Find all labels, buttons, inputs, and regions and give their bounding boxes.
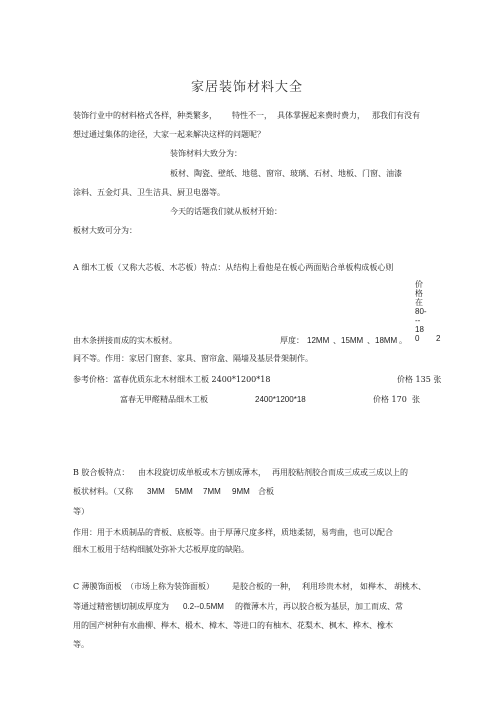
- price-col-2: 在: [415, 298, 423, 307]
- edge-char: 2: [436, 334, 441, 343]
- price-col-0: 价: [415, 280, 423, 289]
- intro-line4: 板材、陶瓷、壁纸、地毯、窗帘、玻璃、石材、地板、门窗、油漆: [170, 169, 402, 178]
- intro-line1-b: 特性不一，: [232, 111, 272, 120]
- price-col-4: --: [415, 316, 421, 325]
- section-a-line2-b: 厚度：: [280, 336, 304, 345]
- section-c-line2-c: 的微薄木片，再以胶合板为基层，加工而成、常: [235, 602, 403, 611]
- intro-line1-a: 装饰行业中的材料格式各样，种类繁多，: [73, 111, 217, 120]
- section-c-line1-d: 利用珍贵木材，: [302, 582, 358, 591]
- section-b-line1-b: 由木段旋切成单板或木方刨成薄木，: [138, 468, 266, 477]
- price-col-6: 0: [415, 334, 420, 343]
- price-vertical-column: [415, 280, 427, 343]
- section-c-line1-b: （市场上称为装饰面板）: [126, 582, 214, 591]
- section-a-line2-f: 。: [399, 336, 407, 345]
- section-b-line2-e: 9MM: [232, 487, 250, 496]
- intro-line3: 装饰材料大致分为：: [170, 149, 242, 158]
- section-c-line3: 用的国产树种有水曲柳、榉木、椴木、樟木、等进口的有柚木、花梨木、枫木、桦木、橡木: [73, 621, 393, 630]
- section-b-line2-a: 板状材料。（又称: [73, 487, 133, 496]
- section-b-line5: 细木工板用于结构细腻处弥补大芯板厚度的缺陷。: [73, 545, 249, 554]
- section-a-line1: A 细木工板（又称大芯板、木芯板）特点：从结构上看他是在板心两面贴合单板构成板心则: [73, 263, 394, 272]
- section-b-line1-a: B 胶合板特点：: [73, 468, 130, 477]
- section-b-line2-b: 3MM: [147, 487, 165, 496]
- section-a-line2-a: 由木条拼接而成的实木板材。: [73, 336, 177, 345]
- section-c-line1-f: 胡桃木、: [394, 582, 426, 591]
- intro-line1-c: 具体掌握起来费时费力，: [277, 111, 365, 120]
- section-a-line2-e: 、18MM: [367, 336, 398, 345]
- section-c-line1-a: C 薄膜饰面板: [73, 582, 122, 591]
- section-a-line4-b: 价格 135 张: [397, 375, 442, 384]
- section-c-line2-a: 等通过精密刨切制成厚度为: [73, 602, 169, 611]
- price-col-3: 80-: [415, 307, 427, 316]
- section-b-line2-d: 7MM: [203, 487, 221, 496]
- section-c-line1-c: 是胶合板的一种，: [232, 582, 296, 591]
- section-c-line4: 等。: [73, 640, 89, 649]
- price-col-5: 18: [415, 325, 424, 334]
- intro-line2: 想过通过集体的途径，大家一起来解决这样的问题呢？: [73, 130, 265, 139]
- section-a-line4-a: 参考价格：富春优质东北木材细木工板 2400*1200*18: [73, 375, 271, 384]
- intro-line5: 涂料、五金灯具、卫生洁具、厨卫电器等。: [73, 188, 225, 197]
- section-c-line1-e: 如榉木、: [360, 582, 392, 591]
- section-a-line5-d: 张: [412, 395, 420, 404]
- section-b-line3: 等）: [73, 507, 89, 516]
- section-a-line3: 间不等。作用：家居门窗套、家具、窗帘盒、隔墙及基层骨架制作。: [73, 354, 313, 363]
- section-b-line2-f: 合板: [258, 487, 274, 496]
- page-title: 家居装饰材料大全: [191, 80, 304, 95]
- intro-line1-d: 那我们有没有: [372, 111, 420, 120]
- section-c-line2-b: 0.2--0.5MM: [183, 602, 224, 611]
- section-b-line4: 作用：用于木质制品的背板、底板等。由于厚薄尺度多样，质地柔韧，易弯曲，也可以配合: [73, 528, 393, 537]
- section-a-line5-c: 价格 170: [373, 395, 407, 404]
- section-b-line2-c: 5MM: [175, 487, 193, 496]
- intro-line7: 板材大致可分为：: [73, 226, 137, 235]
- intro-line6: 今天的话题我们就从板材开始：: [170, 207, 282, 216]
- section-b-line1-c: 再用胶粘剂胶合而成三成或三成以上的: [272, 468, 408, 477]
- section-a-line5-a: 富春无甲醛精品细木工板: [120, 395, 208, 404]
- price-col-1: 格: [415, 289, 423, 298]
- section-a-line5-b: 2400*1200*18: [255, 395, 306, 404]
- section-a-line2-d: 、15MM: [333, 336, 364, 345]
- section-a-line2-c: 12MM: [307, 336, 330, 345]
